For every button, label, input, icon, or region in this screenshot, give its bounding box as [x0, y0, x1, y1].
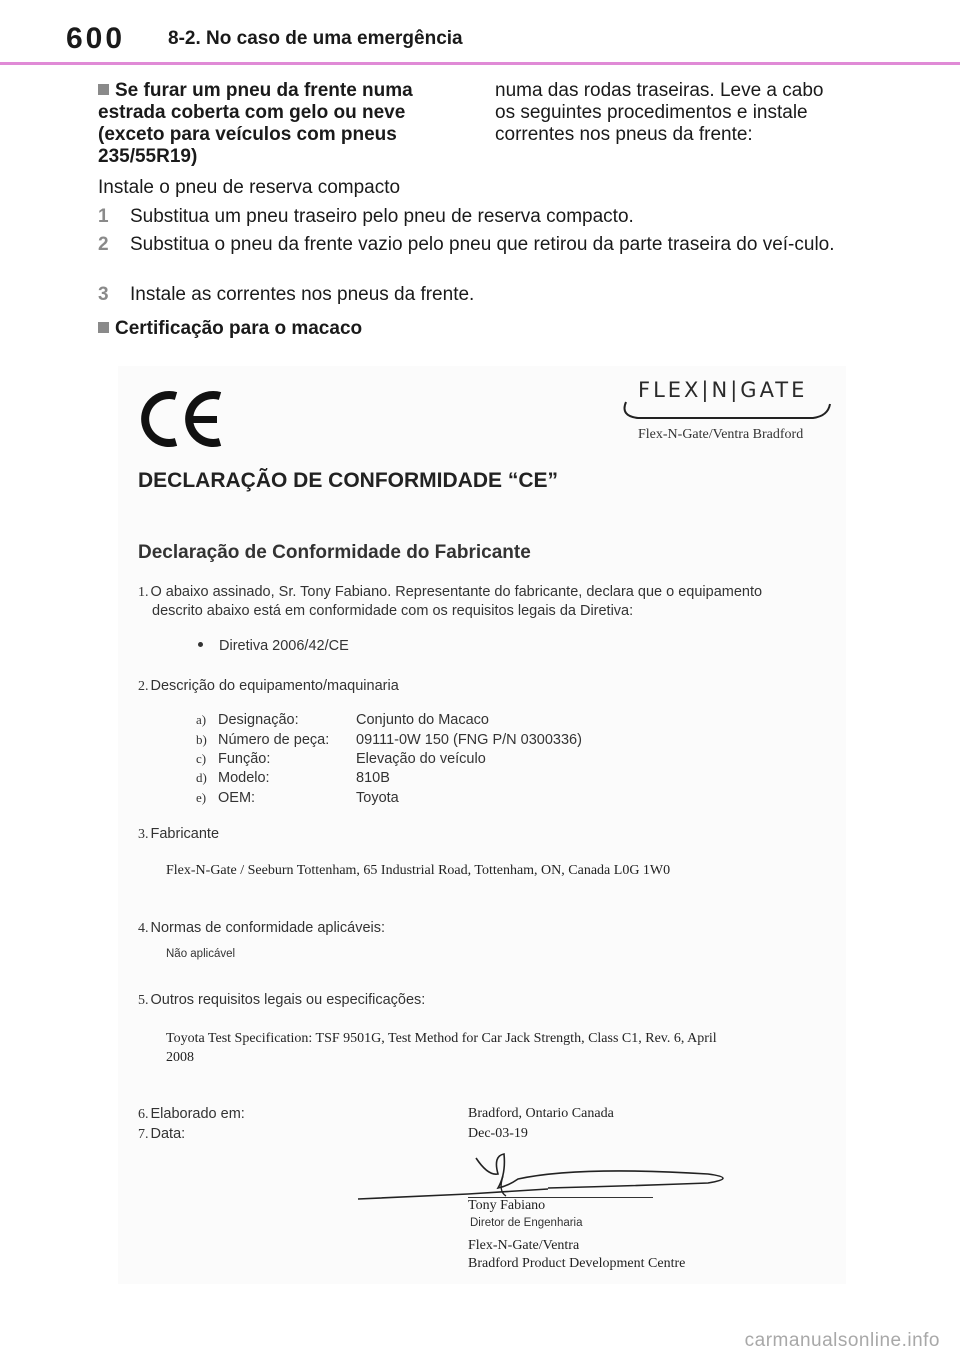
declaration-item-2 [138, 678, 399, 695]
step-number: 3 [98, 284, 109, 305]
date-value: Dec-03-19 [468, 1126, 528, 1141]
item-number: 4. [138, 921, 149, 936]
row-value: 810B [356, 770, 390, 786]
ce-certificate [118, 366, 846, 1284]
spec-line: Toyota Test Specification: TSF 9501G, Test Method for Car Jack Strength, Class C1, Rev. 6, April [166, 1031, 717, 1046]
step-text: Substitua um pneu traseiro pelo pneu de reserva compacto. [130, 206, 634, 227]
step-item [98, 233, 878, 256]
declaration-item-4 [138, 920, 385, 937]
row-letter: a) [196, 712, 207, 727]
intro-text: Instale o pneu de reserva compacto [98, 177, 401, 198]
equipment-row [196, 790, 399, 806]
watermark: carmanualsonline.info [744, 1330, 940, 1351]
row-value: Elevação do veículo [356, 751, 486, 767]
heading-text: Certificação para o macaco [115, 318, 363, 339]
heading-jack-certification [98, 318, 362, 340]
item-number: 7. [138, 1127, 149, 1142]
specification-value [166, 1029, 846, 1067]
header-divider [0, 62, 960, 65]
row-label: OEM: [218, 790, 256, 806]
item-number: 1. [138, 585, 149, 600]
signer-title: Diretor de Engenharia [470, 1217, 583, 1229]
flex-n-gate-logo: FLEX|N|GATE [638, 378, 808, 402]
right-column-paragraph [495, 80, 875, 146]
heading-front-tire-ice [98, 80, 468, 168]
row-value: Toyota [356, 790, 399, 806]
row-label: Número de peça: [218, 732, 330, 748]
row-value: Conjunto do Macaco [356, 712, 489, 728]
bullet-dot-icon [198, 642, 203, 647]
step-number: 1 [98, 206, 109, 227]
item-text: Descrição do equipamento/maquinaria [150, 678, 399, 694]
logo-subtitle: Flex-N-Gate/Ventra Bradford [638, 427, 804, 442]
row-letter: e) [196, 790, 207, 805]
item-text: O abaixo assinado, Sr. Tony Fabiano. Representante do fabricante, declara que o equipamento [150, 584, 763, 600]
equipment-row [196, 751, 486, 767]
directive-text: Diretiva 2006/42/CE [219, 638, 349, 654]
signer-name: Tony Fabiano [468, 1198, 546, 1213]
declaration-item-3 [138, 826, 219, 843]
step-item [98, 283, 878, 306]
heading-line: (exceto para veículos com pneus [98, 124, 397, 145]
row-letter: c) [196, 751, 207, 766]
item-text: Outros requisitos legais ou especificações: [150, 992, 426, 1008]
item-number: 3. [138, 827, 149, 842]
declaration-item-1 [138, 583, 838, 621]
paragraph-line: os seguintes procedimentos e instale [495, 102, 808, 123]
row-letter: d) [196, 770, 207, 785]
declaration-item-6 [138, 1106, 245, 1123]
directive-bullet [198, 638, 349, 654]
step-number: 2 [98, 234, 109, 255]
paragraph-line: correntes nos pneus da frente: [495, 124, 753, 145]
ce-mark-icon [138, 388, 226, 450]
square-bullet-icon [98, 322, 109, 333]
organization-line: Flex-N-Gate/Ventra [468, 1238, 580, 1253]
standards-value: Não aplicável [166, 948, 236, 960]
section-title: 8-2. No caso de uma emergência [168, 28, 463, 49]
equipment-row [196, 770, 390, 786]
item-number: 5. [138, 993, 149, 1008]
paragraph-line: numa das rodas traseiras. Leve a cabo [495, 80, 824, 101]
spec-line: 2008 [166, 1050, 194, 1065]
step-text: Substitua o pneu da frente vazio pelo pneu que retirou da parte traseira do veí-culo. [130, 234, 835, 255]
page-number: 600 [66, 22, 126, 55]
step-item [98, 205, 878, 228]
row-label: Designação: [218, 712, 299, 728]
square-bullet-icon [98, 84, 109, 95]
logo-swoosh-icon [618, 378, 833, 426]
item-number: 6. [138, 1107, 149, 1122]
item-text: Data: [150, 1126, 186, 1142]
certificate-subtitle: Declaração de Conformidade do Fabricante [138, 542, 531, 563]
heading-line: 235/55R19) [98, 146, 198, 167]
certificate-title: DECLARAÇÃO DE CONFORMIDADE “CE” [138, 469, 558, 492]
row-label: Função: [218, 751, 271, 767]
row-label: Modelo: [218, 770, 270, 786]
declaration-item-5 [138, 992, 425, 1009]
equipment-row [196, 712, 489, 728]
place-value: Bradford, Ontario Canada [468, 1106, 614, 1121]
row-letter: b) [196, 732, 207, 747]
row-value: 09111-0W 150 (FNG P/N 0300336) [356, 732, 582, 748]
item-text: Elaborado em: [150, 1106, 245, 1122]
step-text: Instale as correntes nos pneus da frente. [130, 284, 475, 305]
heading-line: estrada coberta com gelo ou neve [98, 102, 406, 123]
declaration-item-7 [138, 1126, 185, 1143]
item-text-continued: descrito abaixo está em conformidade com os requisitos legais da Diretiva: [152, 603, 634, 619]
equipment-row [196, 732, 582, 748]
item-text: Normas de conformidade aplicáveis: [150, 920, 386, 936]
organization-line: Bradford Product Development Centre [468, 1256, 686, 1271]
item-text: Fabricante [150, 826, 220, 842]
manufacturer-address: Flex-N-Gate / Seeburn Tottenham, 65 Industrial Road, Tottenham, ON, Canada L0G 1W0 [166, 863, 671, 878]
heading-line: Se furar um pneu da frente numa [115, 80, 413, 101]
item-number: 2. [138, 679, 149, 694]
